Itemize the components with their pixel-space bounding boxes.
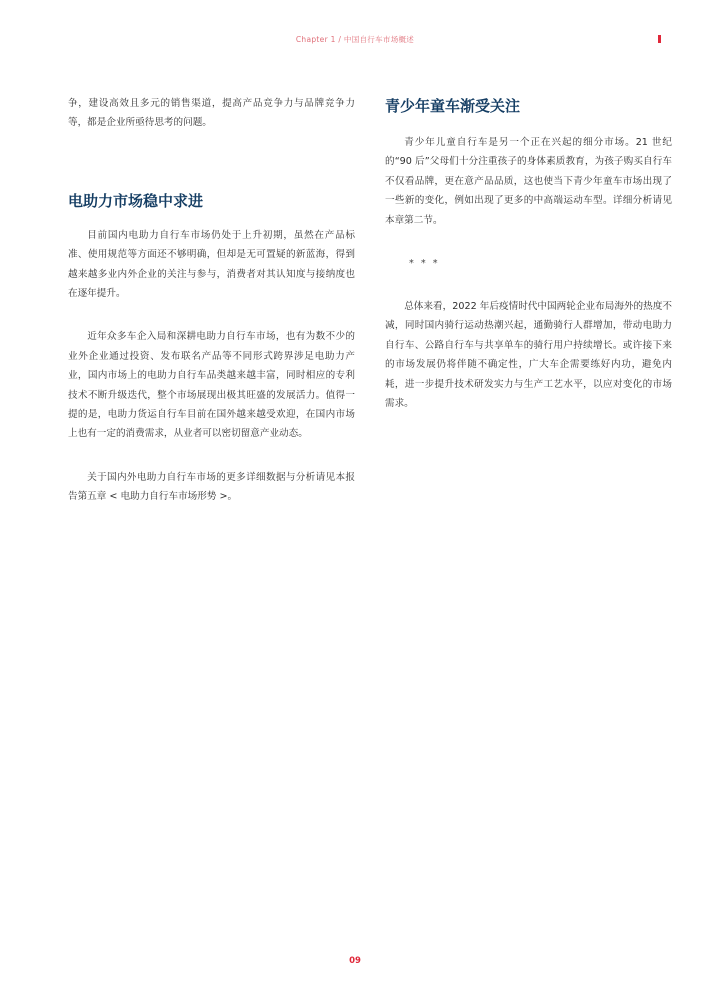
header-accent-mark [658,35,661,43]
page-number: 09 [349,956,361,966]
body-paragraph: 总体来看，2022 年后疫情时代中国两轮企业布局海外的热度不减，同时国内骑行运动热潮兴起，通勤骑行人群增加，带动电助力自行车、公路自行车与共享单车的骑行用户持续增长。或许接下来的市场发展仍将伴随不确定性，广大车企需要练好内功，避免内耗，进一步提升技术研发实力与生产工艺水平，以应对变化的市场需求。 [385,301,672,410]
section-separator: * * * [409,258,440,270]
body-paragraph: 近年众多车企入局和深耕电助力自行车市场，也有为数不少的业外企业通过投资、发布联名产品等不同形式跨界涉足电助力产业，国内市场上的电助力自行车品类越来越丰富，同时相应的专利技术不断升级迭代，整个市场展现出极其旺盛的发展活力。值得一提的是，电助力货运自行车目前在国外越来越受欢迎，在国内市场上也有一定的消费需求，从业者可以密切留意产业动态。 [68,331,355,440]
continuation-paragraph: 争，建设高效且多元的销售渠道，提高产品竞争力与品牌竞争力等，都是企业所亟待思考的问题。 [68,98,355,129]
right-column [385,94,672,437]
body-paragraph: 目前国内电助力自行车市场仍处于上升初期，虽然在产品标准、使用规范等方面还不够明确，但却是无可置疑的新蓝海，得到越来越多业内外企业的关注与参与，消费者对其认知度与接纳度也在逐年提升。 [68,229,355,300]
section-heading-youth-bikes: 青少年童车渐受关注 [385,97,521,115]
left-column [68,94,355,531]
running-header: Chapter 1 / 中国自行车市场概述 [295,35,415,44]
body-paragraph: 青少年儿童自行车是另一个正在兴起的细分市场。21 世纪的“90 后”父母们十分注重孩子的身体素质教育，为孩子购买自行车不仅看品牌，更在意产品品质，这也使当下青少年童车市场出现了一些新的变化，例如出现了更多的中高端运动车型。详细分析请见本章第二节。 [385,137,672,226]
body-paragraph: 关于国内外电助力自行车市场的更多详细数据与分析请见本报告第五章 < 电助力自行车市场形势 >。 [68,471,355,503]
section-heading-ebike: 电助力市场稳中求进 [68,191,204,210]
